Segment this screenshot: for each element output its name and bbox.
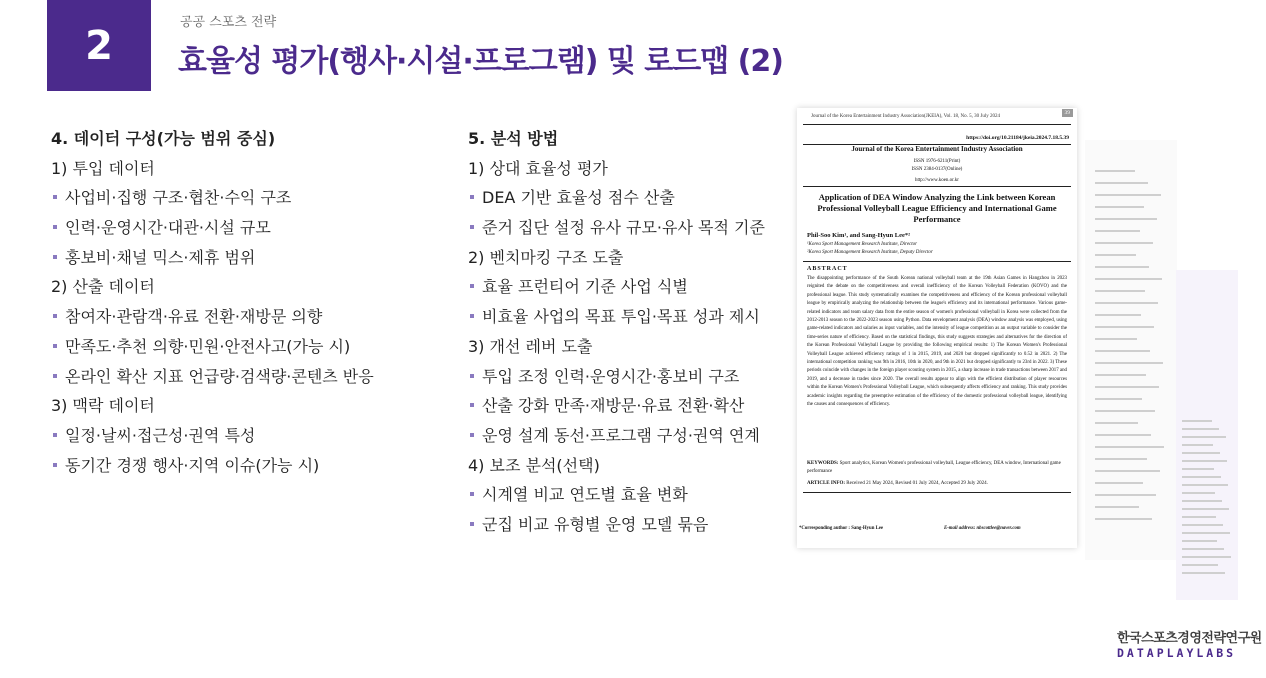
faded-line bbox=[1095, 338, 1137, 340]
bullet-item bbox=[51, 183, 451, 213]
subsection-heading bbox=[51, 272, 451, 302]
line-text: 일정·날씨·접근성·권역 특성 bbox=[65, 425, 256, 445]
slide-number-box bbox=[47, 0, 151, 91]
bullet-item bbox=[468, 183, 788, 213]
paper-rule bbox=[803, 124, 1071, 125]
faded-line bbox=[1182, 460, 1227, 462]
bullet-item bbox=[468, 272, 788, 302]
line-text: 산출 강화 만족·재방문·유료 전환·확산 bbox=[482, 396, 745, 416]
line-text: 5. 분석 방법 bbox=[468, 129, 559, 148]
paper-doi: https://doi.org/10.21184/jkeia.2024.7.18.5.39 bbox=[966, 135, 1069, 141]
bullet-icon bbox=[470, 195, 474, 199]
bullet-icon bbox=[53, 225, 57, 229]
bullet-icon bbox=[470, 374, 474, 378]
faded-line bbox=[1182, 540, 1217, 542]
bullet-icon bbox=[53, 433, 57, 437]
bullet-icon bbox=[470, 403, 474, 407]
bullet-icon bbox=[470, 284, 474, 288]
bullet-item bbox=[51, 332, 451, 362]
logo-korean: 한국스포츠경영전략연구원 bbox=[1117, 631, 1262, 646]
article-info-label: ARTICLE INFO: bbox=[807, 481, 846, 486]
paper-page-number: 39 bbox=[1062, 109, 1074, 117]
keywords-label: KEYWORDS: bbox=[807, 461, 839, 466]
paper-affiliation-2: ²Korea Sport Management Research Institute, Deputy Director bbox=[807, 250, 933, 255]
subsection-heading bbox=[468, 243, 788, 273]
subsection-heading bbox=[468, 332, 788, 362]
logo-english: DATAPLAYLABS bbox=[1117, 646, 1237, 660]
paper-image bbox=[797, 108, 1077, 548]
bullet-item bbox=[51, 421, 451, 451]
line-text: 2) 벤치마킹 구조 도출 bbox=[468, 247, 624, 267]
faded-line bbox=[1095, 494, 1156, 496]
faded-line bbox=[1095, 314, 1141, 316]
line-text: 4) 보조 분석(선택) bbox=[468, 455, 600, 475]
subsection-heading bbox=[51, 391, 451, 421]
paper-url: http://www.koen.or.kr bbox=[915, 178, 959, 183]
line-text: 4. 데이터 구성(가능 범위 중심) bbox=[51, 129, 276, 148]
faded-line bbox=[1095, 374, 1146, 376]
right-column bbox=[468, 124, 788, 540]
background-page-2 bbox=[1176, 270, 1238, 600]
bullet-item bbox=[468, 302, 788, 332]
faded-line bbox=[1182, 532, 1230, 534]
subsection-heading bbox=[51, 154, 451, 184]
paper-affiliation-1: ¹Korea Sport Management Research Institute, Director bbox=[807, 242, 918, 247]
bullet-icon bbox=[53, 463, 57, 467]
faded-line bbox=[1095, 182, 1148, 184]
line-text: 1) 투입 데이터 bbox=[51, 158, 155, 178]
line-text: 2) 산출 데이터 bbox=[51, 277, 155, 297]
line-text: 인력·운영시간·대관·시설 규모 bbox=[65, 218, 271, 238]
faded-line bbox=[1095, 290, 1145, 292]
faded-line bbox=[1095, 302, 1158, 304]
faded-line bbox=[1182, 556, 1231, 558]
line-text: 투입 조정 인력·운영시간·홍보비 구조 bbox=[482, 366, 740, 386]
faded-line bbox=[1182, 492, 1215, 494]
bullet-item bbox=[468, 421, 788, 451]
faded-line bbox=[1182, 444, 1213, 446]
bullet-item bbox=[468, 213, 788, 243]
paper-journal: Journal of the Korea Entertainment Industry Association bbox=[851, 145, 1023, 153]
line-text: DEA 기반 효율성 점수 산출 bbox=[482, 188, 675, 208]
faded-line bbox=[1095, 206, 1144, 208]
bullet-icon bbox=[470, 522, 474, 526]
faded-line bbox=[1182, 548, 1224, 550]
line-text: 만족도·추천 의향·민원·안전사고(가능 시) bbox=[65, 336, 351, 356]
faded-line bbox=[1182, 524, 1223, 526]
faded-line bbox=[1182, 500, 1222, 502]
subsection-heading bbox=[468, 154, 788, 184]
left-column bbox=[51, 124, 451, 480]
paper-issn-print: ISSN 1976-6211(Print) bbox=[913, 159, 961, 164]
faded-line bbox=[1182, 572, 1225, 574]
line-text: 3) 맥락 데이터 bbox=[51, 396, 155, 416]
line-text: 비효율 사업의 목표 투입·목표 성과 제시 bbox=[482, 307, 760, 327]
eyebrow: 공공 스포츠 전략 bbox=[180, 15, 277, 30]
line-text: 홍보비·채널 믹스·제휴 범위 bbox=[65, 247, 256, 267]
bullet-icon bbox=[470, 492, 474, 496]
faded-line bbox=[1095, 446, 1164, 448]
faded-line bbox=[1095, 170, 1135, 172]
bullet-item bbox=[51, 243, 451, 273]
subsection-heading bbox=[468, 451, 788, 481]
faded-line bbox=[1095, 386, 1159, 388]
faded-line bbox=[1095, 230, 1140, 232]
line-text: 3) 개선 레버 도출 bbox=[468, 336, 593, 356]
faded-line bbox=[1095, 242, 1153, 244]
corresponding-author: *Corresponding author : Sang-Hyun Lee bbox=[799, 526, 884, 531]
faded-line bbox=[1182, 564, 1218, 566]
faded-line bbox=[1182, 428, 1219, 430]
faded-line bbox=[1095, 278, 1162, 280]
faded-line bbox=[1095, 518, 1152, 520]
bullet-item bbox=[468, 391, 788, 421]
faded-line bbox=[1095, 194, 1161, 196]
paper-rule bbox=[803, 261, 1071, 262]
paper-abstract-heading: ABSTRACT bbox=[807, 266, 848, 272]
bullet-icon bbox=[53, 344, 57, 348]
line-text: 시계열 비교 연도별 효율 변화 bbox=[482, 485, 688, 505]
line-text: 1) 상대 효율성 평가 bbox=[468, 158, 608, 178]
faded-line bbox=[1182, 484, 1228, 486]
faded-line bbox=[1182, 476, 1221, 478]
faded-line bbox=[1182, 452, 1220, 454]
bullet-item bbox=[51, 362, 451, 392]
faded-line bbox=[1095, 506, 1139, 508]
bullet-item bbox=[51, 213, 451, 243]
paper-title: Application of DEA Window Analyzing the Link between Korean Professional Volleyball League Efficiency and International Game Performance bbox=[817, 192, 1057, 224]
faded-line bbox=[1182, 468, 1214, 470]
bullet-item bbox=[51, 451, 451, 481]
paper-header: Journal of the Korea Entertainment Industry Association(JKEIA), Vol. 18, No. 5, 30 July 2024 bbox=[811, 114, 1000, 119]
faded-line bbox=[1095, 254, 1136, 256]
paper-keywords bbox=[807, 460, 1067, 476]
paper-rule bbox=[803, 492, 1071, 493]
bullet-item bbox=[468, 362, 788, 392]
paper-article-info bbox=[807, 481, 1067, 486]
paper-email: E-mail address: nbscottlee@naver.com bbox=[944, 526, 1021, 531]
bullet-icon bbox=[470, 433, 474, 437]
paper-issn-online: ISSN 2384-0137(Online) bbox=[911, 167, 963, 172]
faded-line bbox=[1095, 350, 1150, 352]
faded-line bbox=[1095, 434, 1151, 436]
faded-line bbox=[1095, 218, 1157, 220]
line-text: 사업비·집행 구조·협찬·수익 구조 bbox=[65, 188, 292, 208]
bullet-icon bbox=[470, 225, 474, 229]
line-text: 효율 프런티어 기준 사업 식별 bbox=[482, 277, 688, 297]
faded-line bbox=[1095, 266, 1149, 268]
section-heading bbox=[468, 124, 788, 154]
bullet-icon bbox=[53, 195, 57, 199]
faded-line bbox=[1182, 436, 1226, 438]
faded-line bbox=[1095, 470, 1160, 472]
paper-authors: Phil-Soo Kim¹, and Sang-Hyun Lee*² bbox=[807, 232, 911, 239]
bullet-item bbox=[468, 510, 788, 540]
faded-line bbox=[1095, 326, 1154, 328]
faded-line bbox=[1182, 516, 1216, 518]
paper-rule bbox=[803, 186, 1071, 187]
bullet-item bbox=[468, 480, 788, 510]
paper-corresponding bbox=[799, 526, 1067, 531]
line-text: 동기간 경쟁 행사·지역 이슈(가능 시) bbox=[65, 455, 320, 475]
keywords-text: Sport analytics, Korean Women's professional volleyball, League efficiency, DEA window, International game performance bbox=[807, 461, 1061, 474]
article-info-text: Received 21 May 2024, Revised 01 July 2024, Accepted 29 July 2024. bbox=[846, 481, 988, 486]
line-text: 참여자·관람객·유료 전환·재방문 의향 bbox=[65, 307, 323, 327]
line-text: 운영 설계 동선·프로그램 구성·권역 연계 bbox=[482, 425, 760, 445]
faded-line bbox=[1095, 422, 1138, 424]
bullet-icon bbox=[53, 255, 57, 259]
faded-line bbox=[1095, 398, 1142, 400]
faded-line bbox=[1095, 458, 1147, 460]
faded-line bbox=[1095, 482, 1143, 484]
faded-line bbox=[1182, 508, 1229, 510]
section-heading bbox=[51, 124, 451, 154]
line-text: 준거 집단 설정 유사 규모·유사 목적 기준 bbox=[482, 218, 765, 238]
line-text: 온라인 확산 지표 언급량·검색량·콘텐츠 반응 bbox=[65, 366, 374, 386]
faded-line bbox=[1095, 410, 1155, 412]
bullet-item bbox=[51, 302, 451, 332]
page-title: 효율성 평가(행사·시설·프로그램) 및 로드맵 (2) bbox=[178, 44, 783, 79]
line-text: 군집 비교 유형별 운영 모델 묶음 bbox=[482, 514, 709, 534]
faded-line bbox=[1182, 420, 1212, 422]
slide-number: 2 bbox=[85, 22, 113, 69]
paper-abstract: The disappointing performance of the South Korean national volleyball team at the 19th Asian Games in Hangzhou in 2023 reignited the debate on the competitiveness and overall inefficiency of the Korean Volleyball Federation (KOVO) and the professional league. This study systematically examines the competitiveness and efficiency of the Korean professional volleyball league by empirically analyzing the relationship between the league's efficiency and its international performance. Various game-related indicators and team salary data from the entire season of women's professional volleyball in Korea were collected from the 2012-2013 season to the 2022-2023 season using Python. Data envelopment analysis (DEA) window analysis was employed, using game-related indicators and salaries as input variables, and the intensity of league competition as an output variable to consider the time-series nature of efficiency. Based on the statistical findings, this study suggests strategies and alternatives for the direction of the Korean Professional Volleyball League by providing the following empirical results: 1) The Korean Women's Professional Volleyball League achieved efficiency ratings of 1 in 2015, 2019, and 2020 but dropped significantly to 0.52 in 2021. 2) The international competition ranking was 9th in 2016, 10th in 2020, and 9th in 2021 but dropped significantly to 23rd in 2022. 3) These periods coincide with changes in the foreign player scouting system in 2015, a sharp increase in trade transactions between 2017 and 2019, and a decrease in trades since 2020. The overall results appear to align with the efficient distribution of player resources within the Korean Women's Professional Volleyball League, which subsequently affects efficiency and ranking. This study provides academic insights regarding the preemptive estimation of the efficiency of the domestic professional volleyball league, identifying the causes and consequences of efficiency. bbox=[807, 276, 1067, 408]
bullet-icon bbox=[53, 374, 57, 378]
bullet-icon bbox=[470, 314, 474, 318]
faded-line bbox=[1095, 362, 1163, 364]
bullet-icon bbox=[53, 314, 57, 318]
